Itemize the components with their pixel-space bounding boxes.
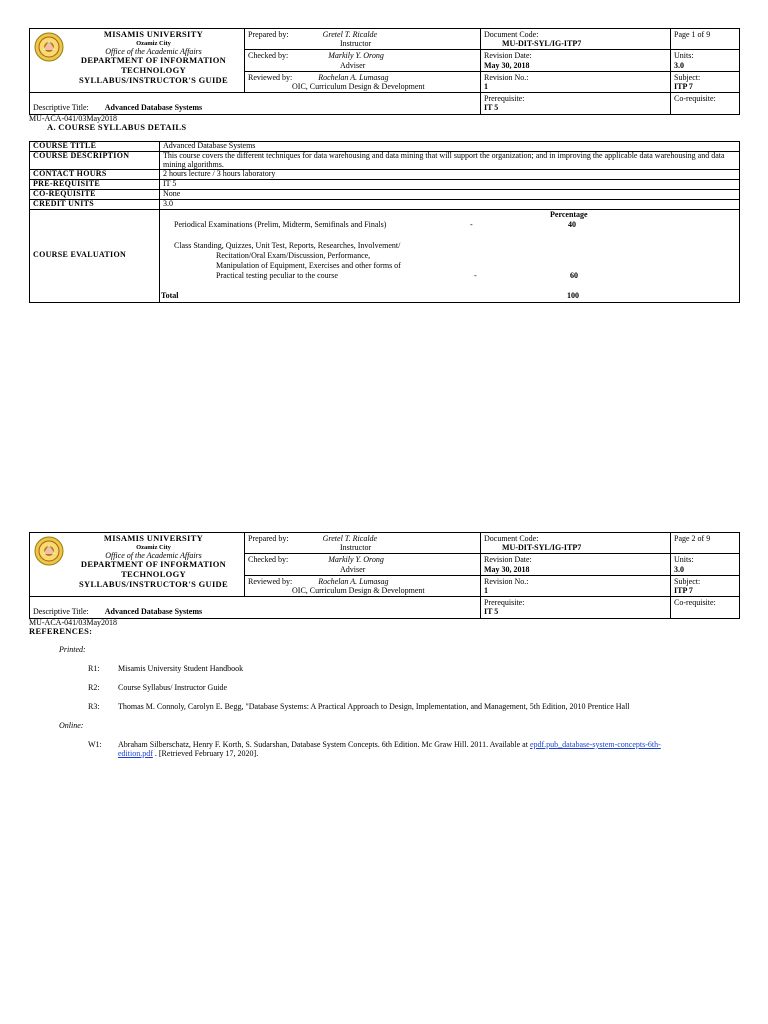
evaluation-details — [160, 209, 740, 302]
revision-no: 1 — [484, 81, 488, 91]
prerequisite-value: IT 5 — [484, 607, 499, 617]
page-number: Page 1 of 9 — [674, 30, 711, 39]
prepared-name: Gretel T. Ricalde — [322, 534, 378, 543]
university-city: Ozamiz City — [136, 39, 171, 47]
document-number: MU-ACA-041/03May2018 — [29, 114, 117, 123]
doc-code: MU-DIT-SYL/IG-ITP7 — [502, 543, 582, 553]
university-city: Ozamiz City — [136, 543, 171, 551]
university-seal-icon — [34, 536, 64, 566]
doc-code: MU-DIT-SYL/IG-ITP7 — [502, 39, 582, 49]
row-label: CREDIT UNITS — [30, 199, 160, 209]
revision-date: May 30, 2018 — [484, 564, 530, 574]
reviewed-role: OIC, Curriculum Design & Development — [292, 81, 425, 91]
university-name: MISAMIS UNIVERSITY — [103, 533, 204, 543]
prepared-role: Instructor — [340, 543, 372, 553]
online-label: Online: — [59, 721, 84, 730]
evaluation-label: COURSE EVALUATION — [30, 209, 160, 302]
percentage-header: Percentage — [550, 209, 588, 219]
evaluation-item-2-line-2: Recitation/Oral Exam/Discussion, Performance, — [216, 250, 371, 260]
row-value: 2 hours lecture / 3 hours laboratory — [160, 170, 740, 180]
prepared-label: Prepared by: — [248, 30, 289, 39]
reference-id: R1: — [88, 664, 100, 673]
units-cell — [671, 50, 740, 71]
revision-no-label: Revision No.: — [484, 576, 529, 586]
references-title: REFERENCES: — [29, 626, 93, 636]
reference-link[interactable]: epdf.pub_database-system-concepts-6th- — [529, 740, 661, 749]
row-label: CO-REQUISITE — [30, 189, 160, 199]
evaluation-value-1: 40 — [568, 219, 576, 229]
university-block — [30, 29, 245, 93]
reference-text: Course Syllabus/ Instructor Guide — [118, 683, 228, 692]
evaluation-value-2: 60 — [570, 270, 578, 280]
row-value: Advanced Database Systems — [160, 142, 740, 152]
revision-no-cell — [481, 71, 671, 92]
checked-role: Adviser — [340, 564, 366, 574]
subject-value: ITP 7 — [674, 81, 693, 91]
document-header — [29, 28, 740, 115]
total-label: Total — [161, 290, 179, 300]
descriptive-title: Advanced Database Systems — [104, 607, 203, 617]
reviewed-name: Rochelan A. Lumasag — [318, 576, 389, 586]
reference-text: Misamis University Student Handbook — [118, 664, 244, 673]
prerequisite-cell — [481, 93, 671, 114]
reference-id: W1: — [88, 740, 102, 749]
department-line-1: DEPARTMENT OF INFORMATION — [80, 55, 227, 66]
corequisite-label: Co-requisite: — [674, 94, 716, 104]
descriptive-title: Advanced Database Systems — [104, 103, 203, 113]
checked-label: Checked by: — [248, 555, 289, 565]
prepared-role: Instructor — [340, 39, 372, 49]
checked-by-cell — [245, 50, 481, 71]
table-row — [30, 142, 740, 152]
units-label: Units: — [674, 51, 694, 61]
prepared-by-cell — [245, 533, 481, 554]
descriptive-label: Descriptive Title: — [33, 103, 89, 113]
row-value: 3.0 — [160, 199, 740, 209]
revision-no-cell — [481, 575, 671, 596]
table-row — [30, 189, 740, 199]
evaluation-item-2-line-1: Class Standing, Quizzes, Unit Test, Reports, Researches, Involvement/ — [174, 240, 401, 250]
guide-title: SYLLABUS/INSTRUCTOR'S GUIDE — [79, 74, 228, 85]
revision-date-label: Revision Date: — [484, 555, 532, 565]
subject-label: Subject: — [674, 72, 701, 82]
prerequisite-label: Prerequisite: — [484, 598, 525, 608]
revision-date-cell — [481, 50, 671, 71]
guide-title: SYLLABUS/INSTRUCTOR'S GUIDE — [79, 578, 228, 589]
department-line-2: TECHNOLOGY — [121, 569, 186, 580]
university-block — [30, 533, 245, 597]
row-label: PRE-REQUISITE — [30, 180, 160, 190]
doc-code-label: Document Code: — [484, 30, 539, 39]
reference-link-continued[interactable]: edition.pdf — [118, 749, 153, 758]
department-line-1: DEPARTMENT OF INFORMATION — [80, 559, 227, 570]
reviewed-name: Rochelan A. Lumasag — [318, 72, 389, 82]
evaluation-item-2-line-4: Practical testing peculiar to the course — [216, 270, 338, 280]
descriptive-title-cell — [30, 93, 481, 114]
retrieved-note: . [Retrieved February 17, 2020]. — [154, 749, 259, 758]
university-seal-icon — [34, 32, 64, 62]
evaluation-dash-2: - — [474, 270, 477, 280]
units-value: 3.0 — [674, 564, 684, 574]
row-value: IT 5 — [160, 180, 740, 190]
corequisite-cell — [671, 597, 740, 618]
table-row — [30, 151, 740, 170]
doc-code-cell — [481, 29, 671, 50]
revision-date-label: Revision Date: — [484, 51, 532, 61]
checked-label: Checked by: — [248, 51, 289, 61]
doc-code-cell — [481, 533, 671, 554]
checked-by-cell — [245, 554, 481, 575]
reviewed-role: OIC, Curriculum Design & Development — [292, 585, 425, 595]
department-line-2: TECHNOLOGY — [121, 65, 186, 76]
prepared-by-cell — [245, 29, 481, 50]
evaluation-dash-1: - — [470, 219, 473, 229]
corequisite-cell — [671, 93, 740, 114]
row-value: This course covers the different techniques for data warehousing and data mining that will support the organization; and in improving the applicable data warehousing and data mining algorithms. — [160, 151, 740, 170]
page-number-cell — [671, 533, 740, 554]
row-label: CONTACT HOURS — [30, 170, 160, 180]
subject-cell — [671, 71, 740, 92]
prepared-label: Prepared by: — [248, 534, 289, 543]
units-cell — [671, 554, 740, 575]
reference-id: R3: — [88, 702, 100, 711]
descriptive-title-cell — [30, 597, 481, 618]
table-row — [30, 170, 740, 180]
total-value: 100 — [567, 290, 579, 300]
reference-text: Thomas M. Connoly, Carolyn E. Begg, "Database Systems: A Practical Approach to Design, Implementation, and Management, 5th Edition, 2010 Prentice Hall — [118, 702, 630, 711]
office-name: Office of the Academic Affairs — [105, 47, 202, 57]
revision-date: May 30, 2018 — [484, 60, 530, 70]
office-name: Office of the Academic Affairs — [105, 551, 202, 561]
units-value: 3.0 — [674, 60, 684, 70]
doc-code-label: Document Code: — [484, 534, 539, 543]
revision-date-cell — [481, 554, 671, 575]
section-title: A. COURSE SYLLABUS DETAILS — [47, 122, 187, 132]
page-number: Page 2 of 9 — [674, 534, 711, 543]
document-number: MU-ACA-041/03May2018 — [29, 618, 117, 627]
prerequisite-cell — [481, 597, 671, 618]
university-name: MISAMIS UNIVERSITY — [103, 29, 204, 39]
online-reference-continuation — [118, 749, 258, 758]
prerequisite-value: IT 5 — [484, 103, 499, 113]
revision-no: 1 — [484, 585, 488, 595]
document-header — [29, 532, 740, 619]
reviewed-label: Reviewed by: — [248, 72, 293, 82]
subject-label: Subject: — [674, 576, 701, 586]
subject-value: ITP 7 — [674, 585, 693, 595]
online-reference-citation: Abraham Silberschatz, Henry F. Korth, S. Sudarshan, Database System Concepts. 6th Edition. Mc Graw Hill. 2011. Available at — [118, 740, 528, 749]
online-reference-text — [118, 740, 661, 749]
table-row — [30, 199, 740, 209]
evaluation-item-2-line-3: Manipulation of Equipment, Exercises and other forms of — [216, 260, 401, 270]
page-number-cell — [671, 29, 740, 50]
syllabus-table — [29, 141, 740, 303]
row-label: COURSE TITLE — [30, 142, 160, 152]
printed-label: Printed: — [59, 645, 86, 654]
prepared-name: Gretel T. Ricalde — [322, 30, 378, 39]
checked-role: Adviser — [340, 60, 366, 70]
row-value: None — [160, 189, 740, 199]
evaluation-item-1: Periodical Examinations (Prelim, Midterm, Semifinals and Finals) — [174, 219, 387, 229]
prerequisite-label: Prerequisite: — [484, 94, 525, 104]
descriptive-label: Descriptive Title: — [33, 607, 89, 617]
reviewed-label: Reviewed by: — [248, 576, 293, 586]
units-label: Units: — [674, 555, 694, 565]
subject-cell — [671, 575, 740, 596]
reference-id: R2: — [88, 683, 100, 692]
evaluation-row — [30, 209, 740, 302]
reviewed-by-cell — [245, 575, 481, 596]
reviewed-by-cell — [245, 71, 481, 92]
checked-name: Markily Y. Orong — [328, 555, 384, 565]
corequisite-label: Co-requisite: — [674, 598, 716, 608]
revision-no-label: Revision No.: — [484, 72, 529, 82]
row-label: COURSE DESCRIPTION — [30, 151, 160, 170]
table-row — [30, 180, 740, 190]
checked-name: Markily Y. Orong — [328, 51, 384, 61]
